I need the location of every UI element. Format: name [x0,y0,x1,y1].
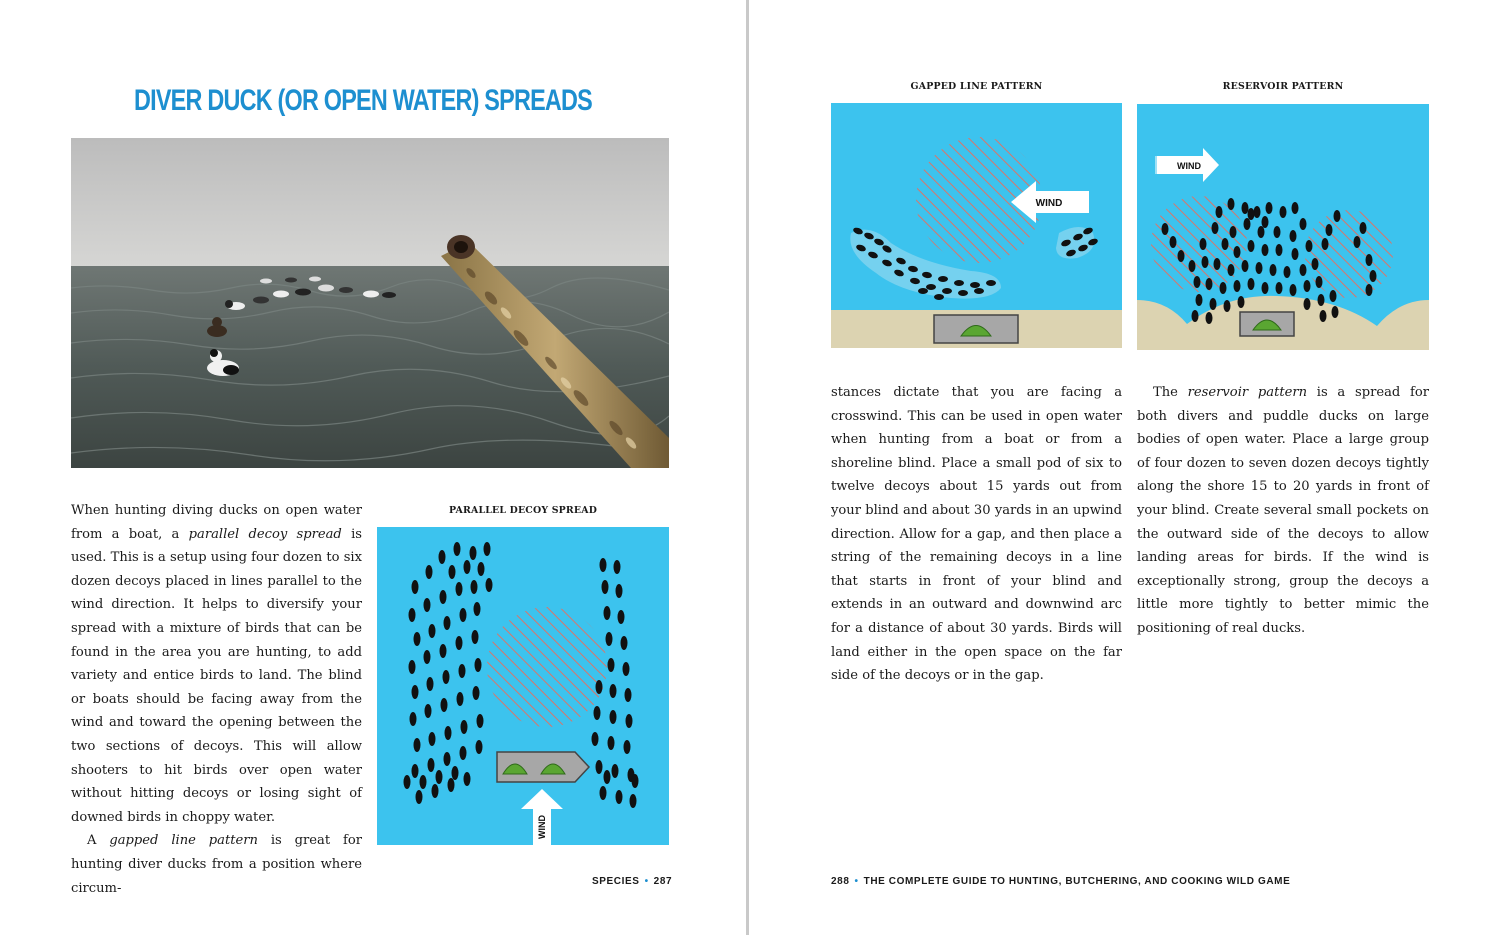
footer-book-title: THE COMPLETE GUIDE TO HUNTING, BUTCHERING, AND COOKING WILD GAME [863,876,1291,887]
footer-section: SPECIES [592,876,640,887]
page-title: DIVER DUCK (OR OPEN WATER) SPREADS [134,84,592,117]
photo-illustration [71,138,669,468]
reservoir-diagram-label: RESERVOIR PATTERN [1222,81,1344,92]
right-body-col2 [1137,381,1429,641]
footer-right: 288 • THE COMPLETE GUIDE TO HUNTING, BUTCHERING, AND COOKING WILD GAME [831,876,1291,887]
reservoir-diagram [1137,104,1429,350]
footer-page-number: 288 [831,876,850,887]
paragraph-gapped-cont: stances dictate that you are facing a crosswind. This can be used in open water when hunting from a boat or from a shoreline blind. Place a small pod of six to twelve decoys about 15 yards out from your blind and about 30 yards in an upwind direction. Allow for a gap, and then place a string of the remaining decoys in a line that starts in front of your blind and extends in an outward and downwind arc for a distance of about 30 yards. Birds will land either in the open space on the far side of the decoys or in the gap. [831,385,1122,684]
footer-page-number: 287 [653,876,673,887]
paragraph-parallel: When hunting diving ducks on open water from a boat, a parallel decoy spread is used. This is a setup using four dozen to six dozen decoys placed in lines parallel to the wind direction. It helps to diversify your spread with a mixture of birds that can be found in the area you are hunting, to add variety and entice birds to land. The blind or boats should be facing away from the wind and toward the opening between the two sections of decoys. This will allow shooters to hit birds over open water without hitting decoys or losing sight of downed birds in choppy water. [71,503,362,825]
decoys-photo [71,138,669,468]
left-body-text [71,499,362,900]
parallel-diagram-label: PARALLEL DECOY SPREAD [448,505,598,516]
wind-label: WIND [1177,161,1201,171]
right-body-col1 [831,381,1122,688]
gapped-diagram-label: GAPPED LINE PATTERN [910,81,1043,92]
parallel-decoy-diagram [377,527,669,845]
right-page [749,0,1500,935]
blind-icon [1240,312,1294,336]
gapped-line-diagram [831,103,1122,348]
wind-label: WIND [1035,198,1063,209]
boat-blind-icon [497,752,589,782]
paragraph-reservoir: The reservoir pattern is a spread for both divers and puddle ducks on large bodies of open water. Place a large group of four dozen to seven dozen decoys tightly along the shore 15 to 20 yards in front of your blind. Create several small pockets on the outward side of the decoys to allow landing areas for birds. If the wind is exceptionally strong, group the decoys a little more tightly to better mimic the positioning of real ducks. [1137,385,1430,636]
footer-left: SPECIES • 287 [592,876,673,887]
left-page [0,0,747,935]
wind-label: WIND [537,815,547,839]
paragraph-gapped-intro: A gapped line pattern is great for hunting diver ducks from a position where circum- [71,833,362,896]
blind-icon [934,315,1018,343]
